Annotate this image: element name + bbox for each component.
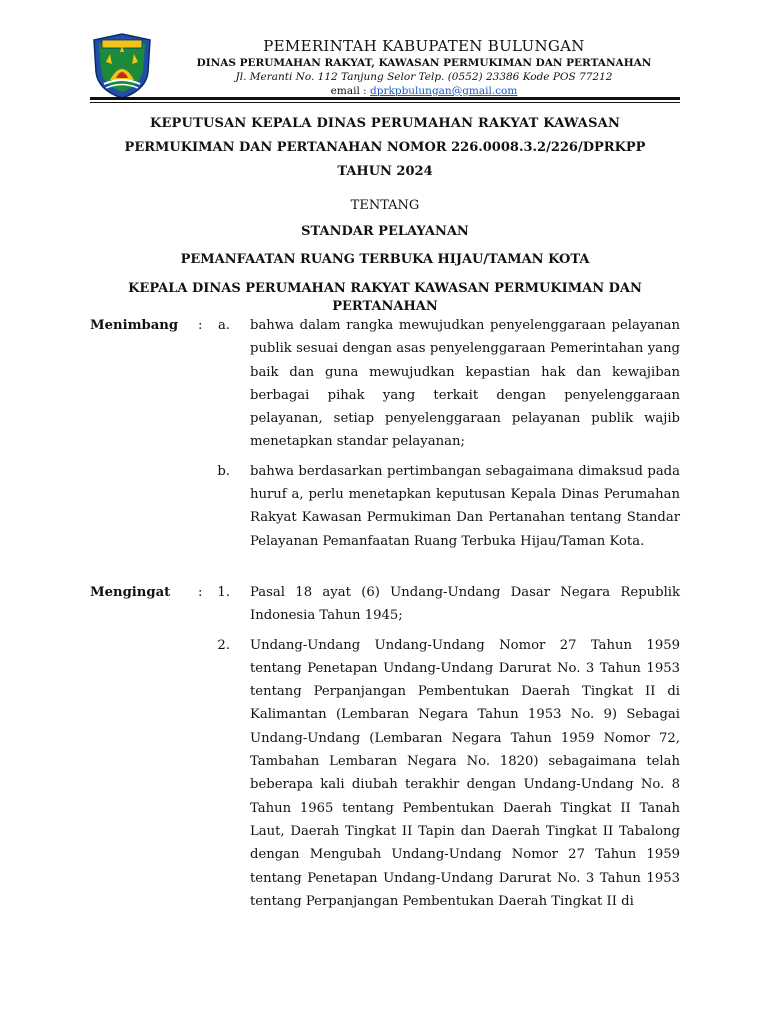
mengingat-text-1: Pasal 18 ayat (6) Undang-Undang Dasar Negara Republik Indonesia Tahun 1945; <box>250 585 680 624</box>
mengingat-item-1 <box>90 581 680 628</box>
menimbang-section <box>90 314 680 553</box>
title-line-2: PERMUKIMAN DAN PERTANAHAN NOMOR 226.0008.3.2/226/DPRKPP <box>124 140 646 155</box>
menimbang-colon: : <box>198 318 203 333</box>
item-marker: 1. <box>217 585 230 600</box>
mengingat-section <box>90 581 680 913</box>
menimbang-item-a <box>90 314 680 454</box>
office-address: Jl. Meranti No. 112 Tanjung Selor Telp. (0552) 23386 Kode POS 77212 <box>235 71 613 83</box>
tentang-heading: TENTANG <box>350 198 420 213</box>
item-marker: b. <box>217 463 230 479</box>
menimbang-text-a: bahwa dalam rangka mewujudkan penyelenggaraan pelayanan publik sesuai dengan asas penyelenggaraan Pemerintahan yang baik dan guna mewujudkan kepastian hak dan kewajiban berbagai pihak yang terkait dengan penyelenggaraan pelayanan, setiap penyelenggaraan pelayanan publik wajib menetapkan standar pelayanan; <box>250 318 680 450</box>
official-line-2: PERTANAHAN <box>332 299 438 314</box>
official-line-1: KEPALA DINAS PERUMAHAN RAKYAT KAWASAN PERMUKIMAN DAN <box>128 281 642 296</box>
mengingat-colon: : <box>198 585 203 600</box>
email-line <box>160 84 688 98</box>
email-link[interactable]: dprkpbulungan@gmail.com <box>370 85 518 97</box>
letterhead <box>0 0 768 100</box>
department-name: DINAS PERUMAHAN RAKYAT, KAWASAN PERMUKIMAN DAN PERTANAHAN <box>196 57 652 69</box>
mengingat-text-2: Undang-Undang Undang-Undang Nomor 27 Tahun 1959 tentang Penetapan Undang-Undang Darurat No. 3 Tahun 1953 tentang Perpanjangan Pembentukan Daerah Tingkat II di Kalimantan (Lembaran Negara Tahun 1953 No. 9) Sebagai Undang-Undang (Lembaran Negara Tahun 1959 Nomor 72, Tambahan Lembaran Negara No. 1820) sebagaimana telah beberapa kali diubah terakhir dengan Undang-Undang No. 8 Tahun 1965 tentang Pembentukan Daerah Tingkat II Tanah Laut, Daerah Tingkat II Tapin dan Daerah Tingkat II Tabalong dengan Mengubah Undang-Undang Nomor 27 Tahun 1959 tentang Penetapan Undang-Undang Darurat No. 3 Tahun 1953 tentang Perpanjangan Pembentukan Daerah Tingkat II di <box>250 637 680 909</box>
item-marker: 2. <box>217 637 230 653</box>
menimbang-text-b: bahwa berdasarkan pertimbangan sebagaimana dimaksud pada huruf a, perlu menetapkan keputusan Kepala Dinas Perumahan Rakyat Kawasan Permukiman Dan Pertanahan tentang Standar Pelayanan Pemanfaatan Ruang Terbuka Hijau/Taman Kota. <box>250 463 680 549</box>
menimbang-item-b <box>90 460 680 553</box>
subject-line-1: STANDAR PELAYANAN <box>301 224 469 239</box>
government-name: PEMERINTAH KABUPATEN BULUNGAN <box>263 37 585 55</box>
regency-logo-icon <box>90 32 154 100</box>
title-line-3: TAHUN 2024 <box>337 164 433 179</box>
decree-title <box>90 106 680 316</box>
mengingat-item-2 <box>90 634 680 914</box>
mengingat-label: Mengingat <box>90 585 171 600</box>
title-line-1: KEPUTUSAN KEPALA DINAS PERUMAHAN RAKYAT KAWASAN <box>149 116 621 131</box>
email-label: email : <box>330 85 371 97</box>
subject-line-2: PEMANFAATAN RUANG TERBUKA HIJAU/TAMAN KOTA <box>180 252 590 267</box>
item-marker: a. <box>217 318 230 333</box>
letterhead-text <box>160 36 688 98</box>
letterhead-rule-thin <box>90 102 680 103</box>
letterhead-rule-thick <box>90 97 680 100</box>
menimbang-label: Menimbang <box>90 318 179 333</box>
